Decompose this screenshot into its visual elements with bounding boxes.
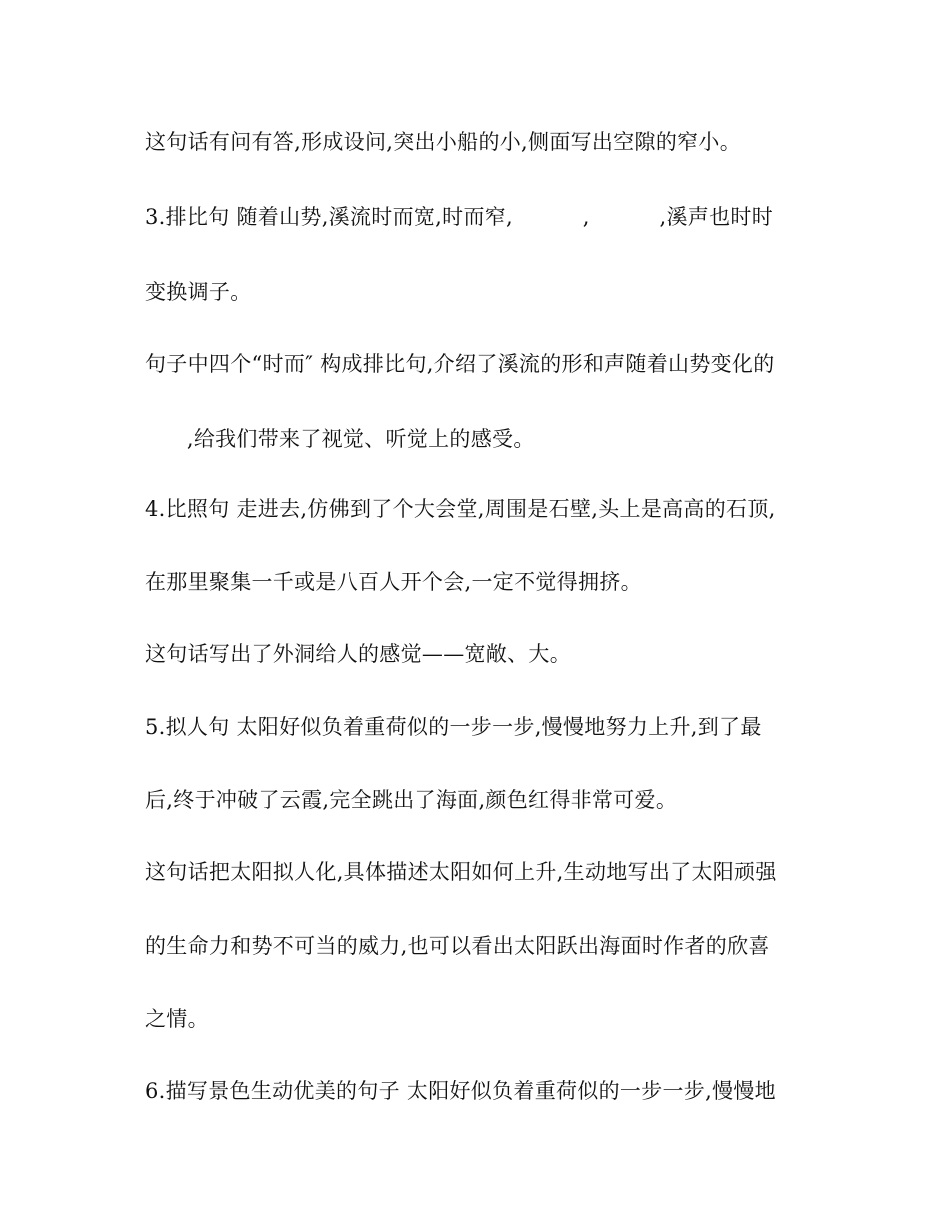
text-line: 变换调子。 — [145, 280, 252, 304]
text-line: 3.排比句 随着山势,溪流时而宽,时而窄, , ,溪声也时时 — [145, 205, 773, 229]
text-line: 6.描写景色生动优美的句子 太阳好似负着重荷似的一步一步,慢慢地 — [145, 1079, 776, 1103]
text-line: 这句话写出了外洞给人的感觉——宽敞、大。 — [145, 642, 571, 666]
text-line: 之情。 — [145, 1007, 209, 1031]
text-line: 4.比照句 走进去,仿佛到了个大会堂,周围是石壁,头上是高高的石顶, — [145, 497, 776, 521]
text-line: 这句话有问有答,形成设问,突出小船的小,侧面写出空隙的窄小。 — [145, 130, 742, 154]
text-line: 这句话把太阳拟人化,具体描述太阳如何上升,生动地写出了太阳顽强 — [145, 860, 777, 884]
text-line: 后,终于冲破了云霞,完全跳出了海面,颜色红得非常可爱。 — [145, 788, 678, 812]
text-line: ,给我们带来了视觉、听觉上的感受。 — [145, 427, 535, 451]
text-line: 在那里聚集一千或是八百人开个会,一定不觉得拥挤。 — [145, 570, 642, 594]
text-line: 的生命力和势不可当的威力,也可以看出太阳跃出海面时作者的欣喜 — [145, 934, 770, 958]
text-line: 句子中四个“时而″ 构成排比句,介绍了溪流的形和声随着山势变化的 — [145, 352, 775, 376]
text-line: 5.拟人句 太阳好似负着重荷似的一步一步,慢慢地努力上升,到了最 — [145, 715, 762, 739]
